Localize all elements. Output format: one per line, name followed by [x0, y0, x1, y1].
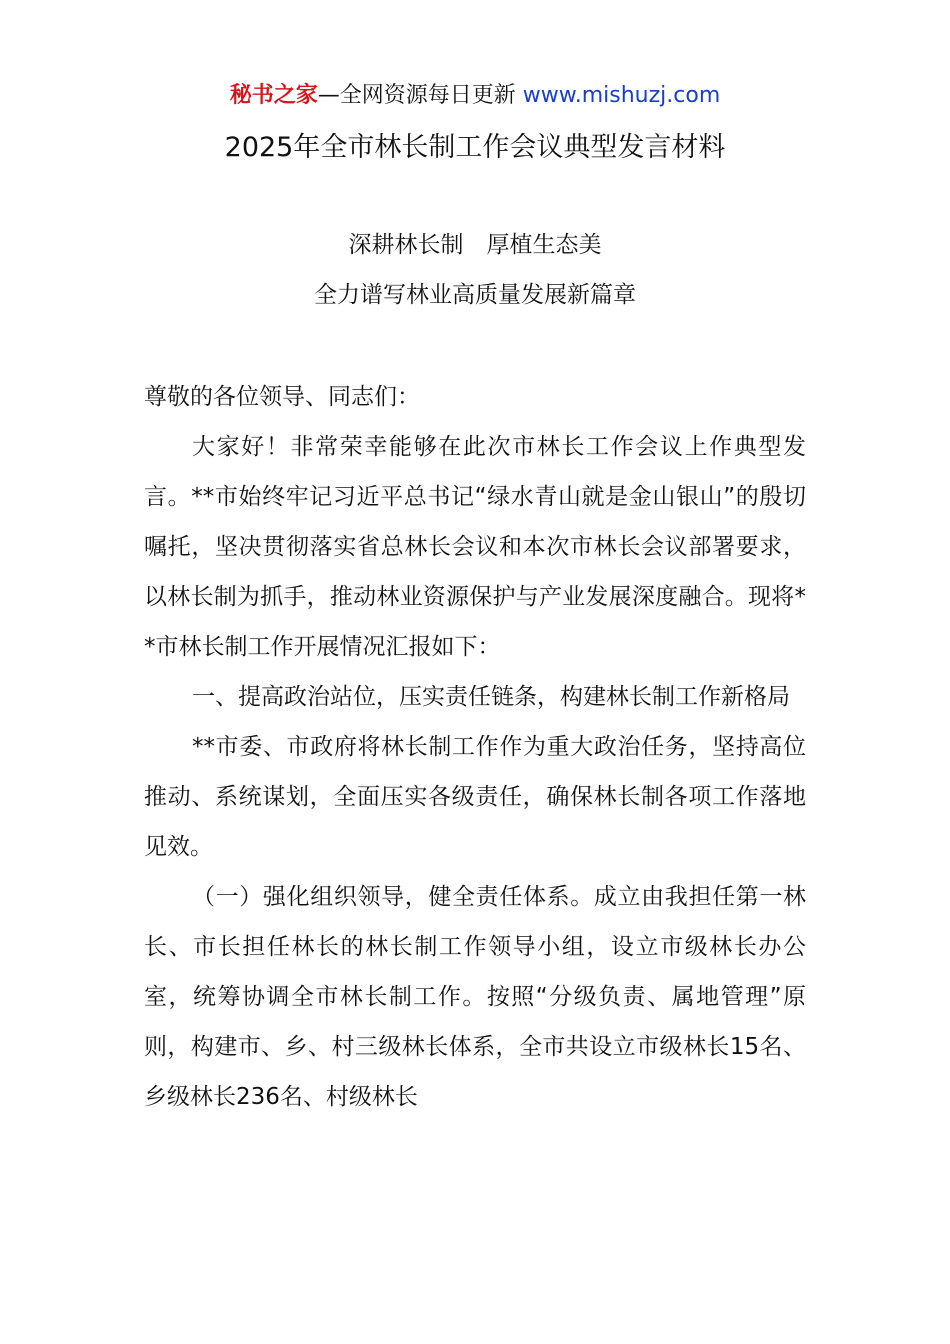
- banner-url-link[interactable]: www.mishuzj.com: [522, 83, 721, 108]
- banner-tagline: —全网资源每日更新: [317, 83, 516, 108]
- section-1-heading: 一、提高政治站位，压实责任链条，构建林长制工作新格局: [192, 684, 790, 710]
- subtitle-line-1: 深耕林长制 厚植生态美: [348, 232, 602, 258]
- item-1-paragraph: （一）强化组织领导，健全责任体系。成立由我担任第一林长、市长担任林长的林长制工作领导小组，设立市级林长办公室，统筹协调全市林长制工作。按照“分级负责、属地管理”原则，构建市、乡、村三级林长体系，全市共设立市级林长15名、乡级林长236名、村级林长: [144, 884, 806, 1110]
- banner-brand: 秘书之家: [229, 83, 318, 108]
- site-banner: [0, 80, 950, 112]
- document-title: 2025年全市林长制工作会议典型发言材料: [224, 132, 726, 163]
- salutation: 尊敬的各位领导、同志们：: [144, 384, 420, 410]
- document-body: [144, 372, 806, 1122]
- section-1-body: **市委、市政府将林长制工作作为重大政治任务，坚持高位推动、系统谋划，全面压实各级责任，确保林长制各项工作落地见效。: [144, 734, 806, 860]
- subtitle-line-2: 全力谱写林业高质量发展新篇章: [314, 282, 636, 308]
- intro-paragraph: 大家好！非常荣幸能够在此次市林长工作会议上作典型发言。**市始终牢记习近平总书记“绿水青山就是金山银山”的殷切嘱托，坚决贯彻落实省总林长会议和本次市林长会议部署要求，以林长制为抓手，推动林业资源保护与产业发展深度融合。现将**市林长制工作开展情况汇报如下：: [144, 434, 806, 660]
